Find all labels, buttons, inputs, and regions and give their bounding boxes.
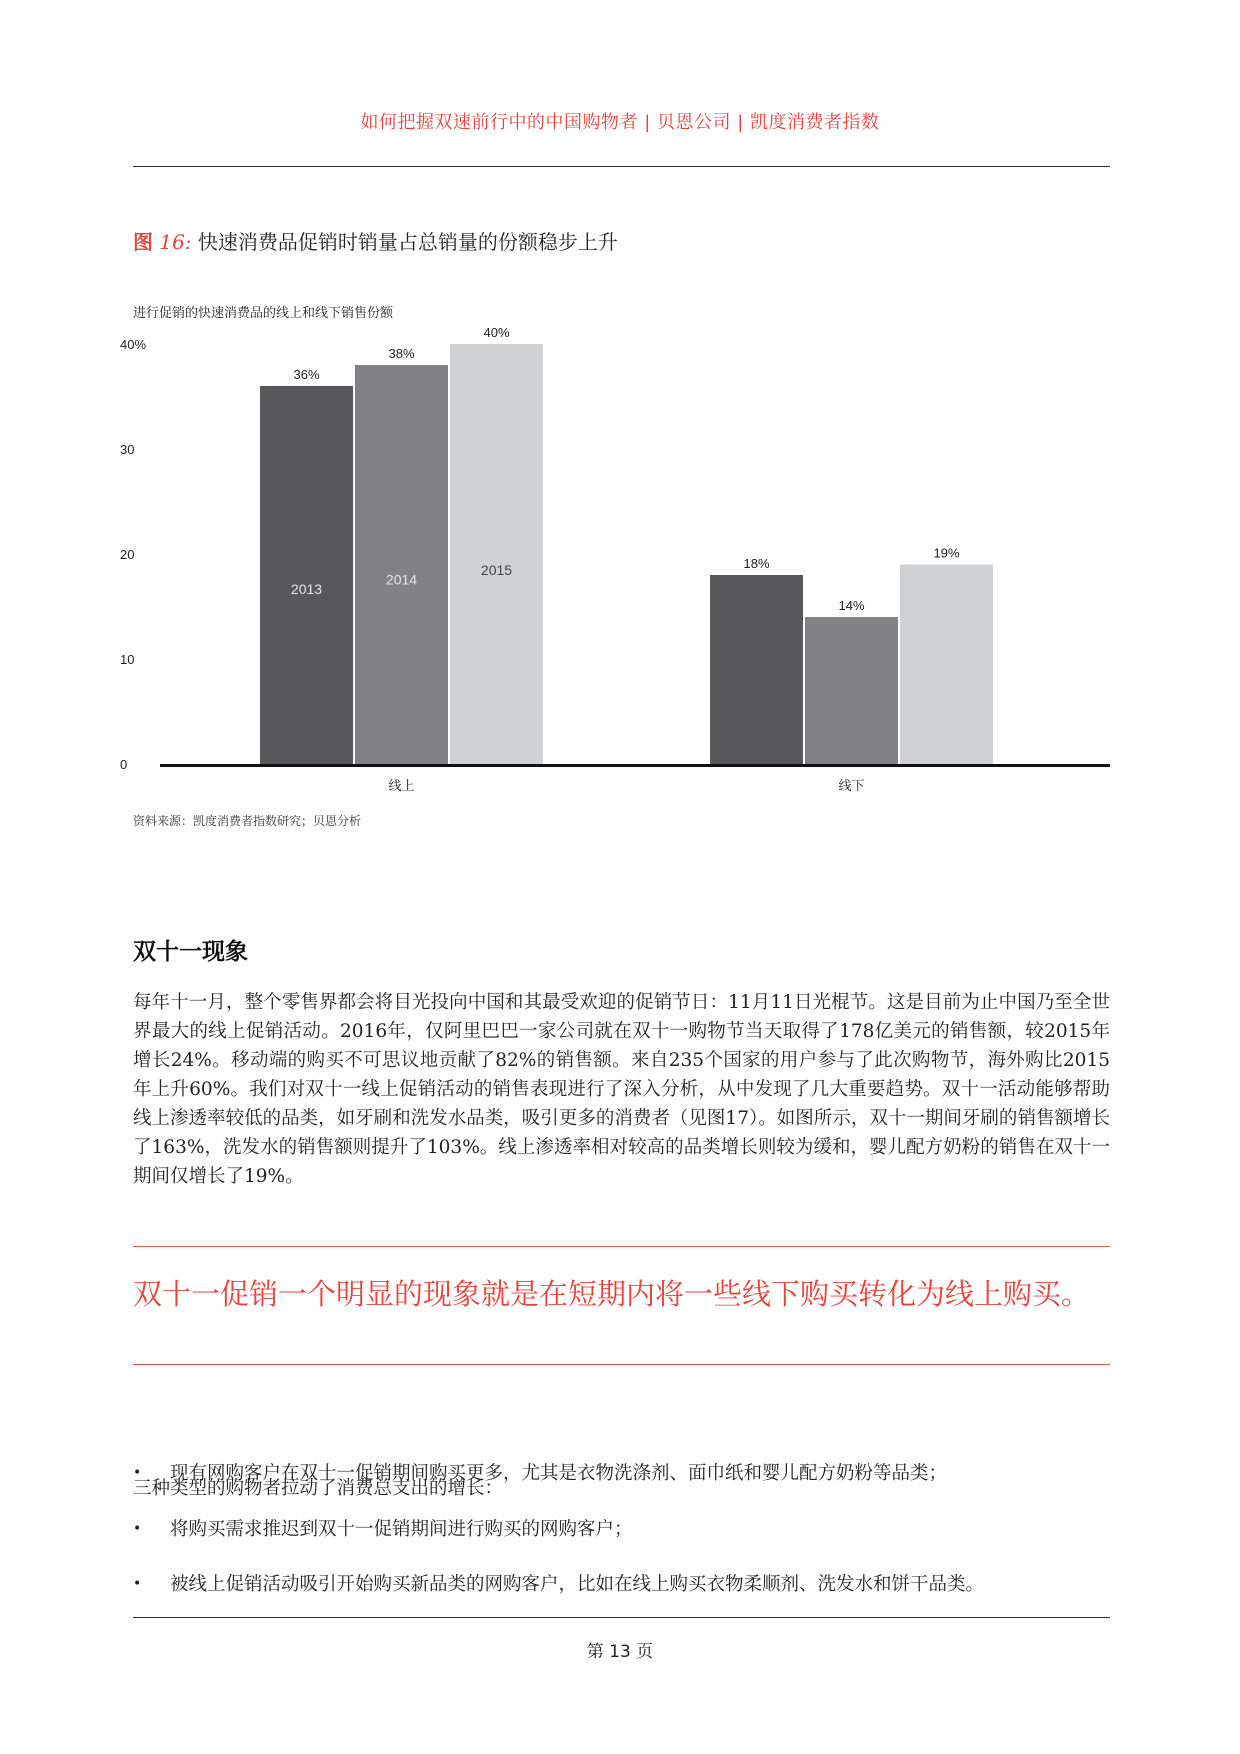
bullet-icon: • [133,1521,142,1537]
header-title: 如何把握双速前行中的中国购物者 | 贝恩公司 | 凯度消费者指数 [360,112,880,133]
section-title: 双十一现象 [133,939,248,965]
x-category-label: 线上 [388,778,415,793]
data-label: 14% [838,598,865,613]
y-tick-label: 0 [120,757,128,772]
bar [260,386,353,764]
figure-number: 16: [159,230,192,254]
figure-label: 图 [133,230,153,254]
list-item-3 [133,1570,984,1596]
pull-quote: 双十一促销一个明显的现象就是在短期内将一些线下购买转化为线上购买。 [133,1277,1091,1311]
series-label: 2015 [480,562,513,578]
header-divider [133,166,1110,167]
data-label: 19% [933,545,960,561]
bullet-icon: • [133,1576,142,1592]
bullets-intro: 三种类型的购物者拉动了消费总支出的增长： [133,1478,504,1499]
figure-title-text: 快速消费品促销时销量占总销量的份额稳步上升 [197,230,618,254]
bar-chart [120,320,1120,800]
list-item-2 [133,1515,633,1541]
bullet-icon: • [133,1465,142,1481]
figure-title [133,226,618,255]
quote-divider-bottom [133,1364,1110,1365]
bullet-text: 被线上促销活动吸引开始购买新品类的网购客户，比如在线上购买衣物柔顺剂、洗发水和饼干品类。 [170,1574,985,1595]
data-label: 38% [388,346,415,361]
bullet-text: 将购买需求推迟到双十一促销期间进行购买的网购客户； [170,1519,633,1540]
chart-source: 资料来源：凯度消费者指数研究；贝恩分析 [133,814,362,828]
quote-divider-top [133,1246,1110,1247]
list-item-1 [133,1459,947,1485]
data-label: 18% [743,556,770,571]
chart-subtitle: 进行促销的快速消费品的线上和线下销售份额 [133,306,394,321]
bar [710,575,803,764]
page-number: 第 13 页 [586,1642,654,1662]
bar [900,565,993,765]
series-label: 2014 [385,571,418,588]
bar [450,344,543,764]
footer-divider [133,1617,1110,1618]
bullet-text: 现有网购客户在双十一促销期间购买更多，尤其是衣物洗涤剂、面巾纸和婴儿配方奶粉等品类； [170,1463,948,1484]
data-label: 40% [483,325,510,340]
x-category-label: 线下 [838,778,865,793]
y-tick-label: 10 [120,652,135,667]
series-label: 2013 [290,580,323,597]
y-tick-label: 40% [120,337,147,352]
bar [355,365,448,764]
body-paragraph: 每年十一月，整个零售界都会将目光投向中国和其最受欢迎的促销节日：11月11日光棍节。这是目前为止中国乃至全世界最大的线上促销活动。2016年，仅阿里巴巴一家公司就在双十一购物节当天取得了178亿美元的销售额，较2015年增长24%。移动端的购买不可思议地贡献了82%的销售额。来自235个国家的用户参与了此次购物节，海外购比2015年上升60%。我们对双十一线上促销活动的销售表现进行了深入分析，从中发现了几大重要趋势。双十一活动能够帮助线上渗透率较低的品类，如牙刷和洗发水品类，吸引更多的消费者（见图17）。如图所示，双十一期间牙刷的销售额增长了163%，洗发水的销售额则提升了103%。线上渗透率相对较高的品类增长则较为缓和，婴儿配方奶粉的销售在双十一期间仅增长了19%。 [133,992,1110,1187]
bar [805,617,898,764]
y-tick-label: 30 [120,442,135,457]
data-label: 36% [293,367,320,382]
y-tick-label: 20 [120,547,135,562]
